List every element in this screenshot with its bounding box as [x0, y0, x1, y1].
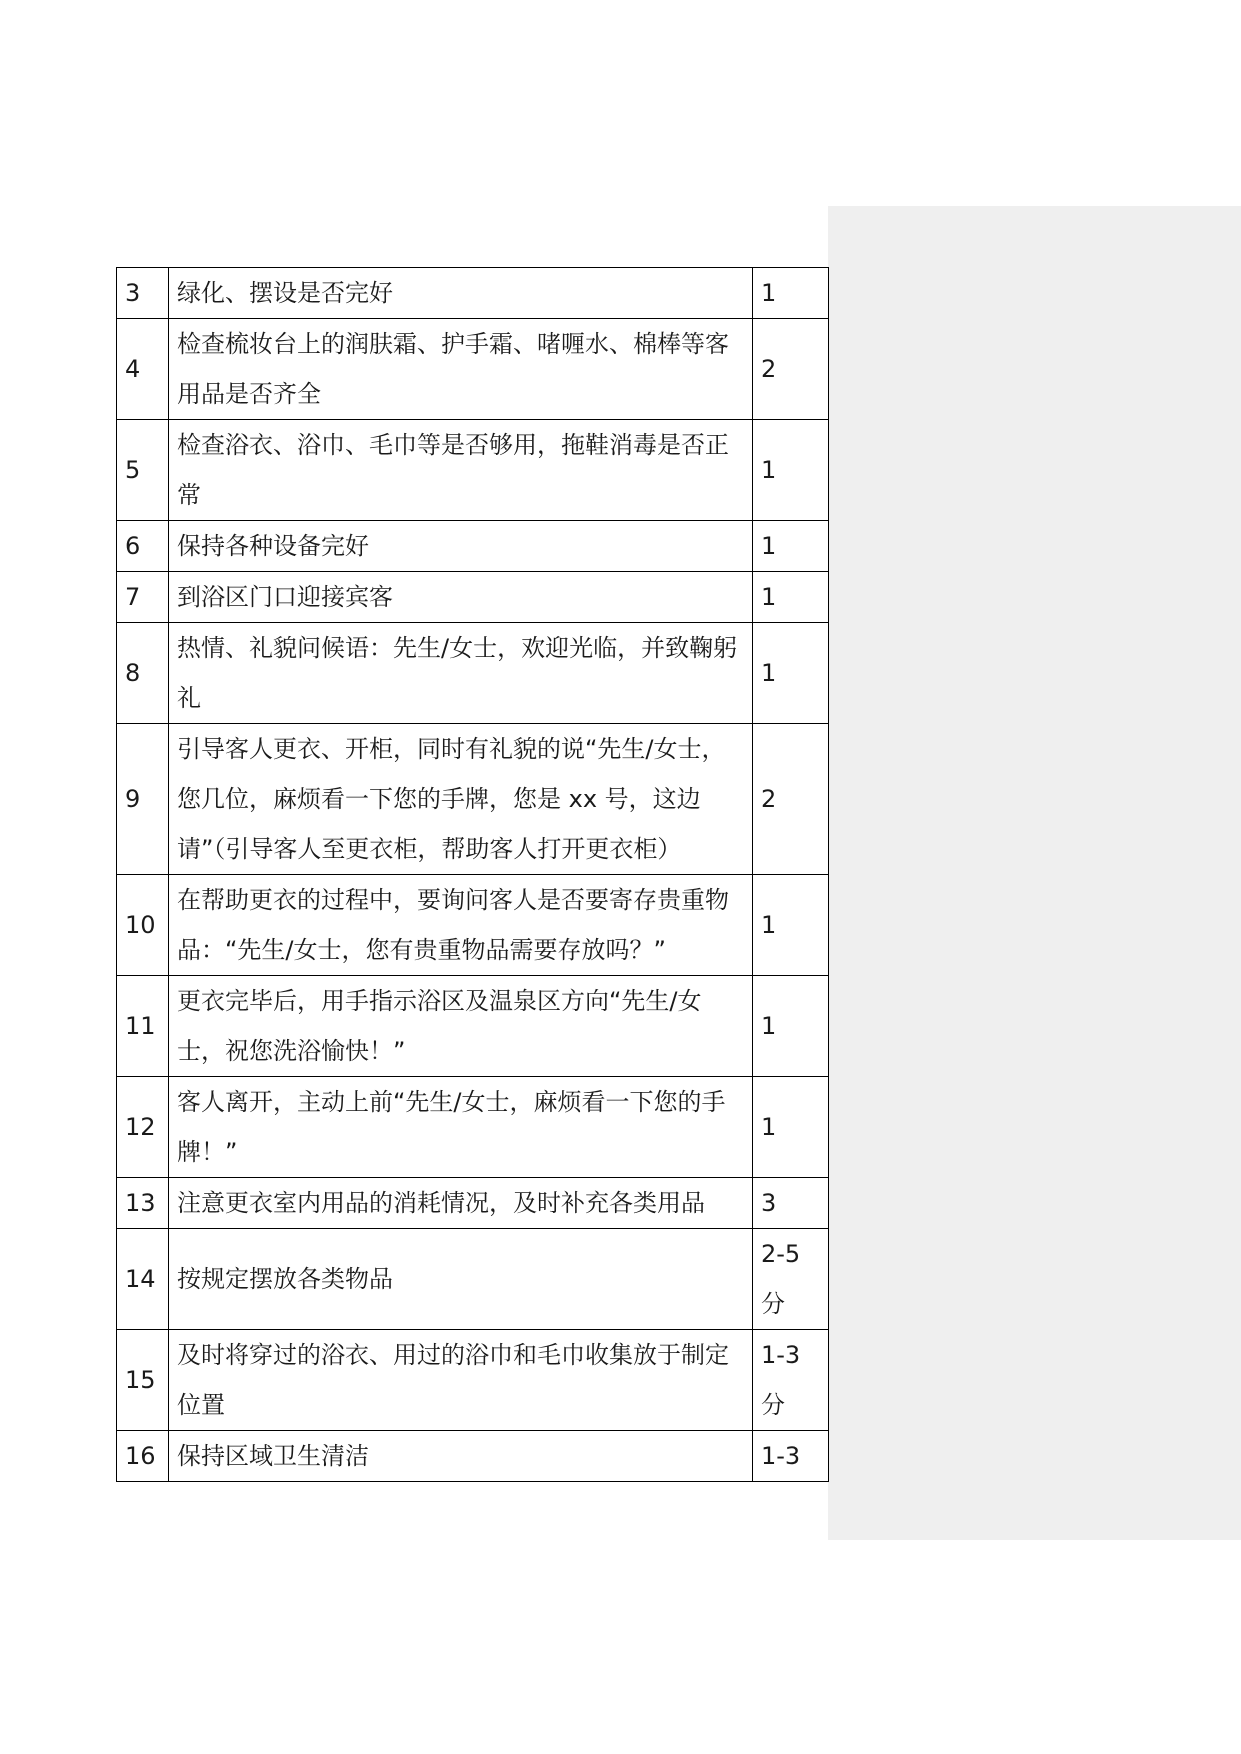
- row-score: 1: [753, 976, 829, 1077]
- row-number: 3: [117, 268, 169, 319]
- row-score: 1: [753, 623, 829, 724]
- row-score: 1: [753, 521, 829, 572]
- row-item: 及时将穿过的浴衣、用过的浴巾和毛巾收集放于制定位置: [169, 1330, 753, 1431]
- row-score: 3: [753, 1178, 829, 1229]
- row-score: 2: [753, 319, 829, 420]
- row-item: 在帮助更衣的过程中，要询问客人是否要寄存贵重物品：“先生/女士，您有贵重物品需要存放吗？”: [169, 875, 753, 976]
- row-score: 2: [753, 724, 829, 875]
- table-row: [117, 623, 829, 724]
- table-row: [117, 1178, 829, 1229]
- row-item: 引导客人更衣、开柜，同时有礼貌的说“先生/女士，您几位，麻烦看一下您的手牌，您是 xx 号，这边请”（引导客人至更衣柜，帮助客人打开更衣柜）: [169, 724, 753, 875]
- row-item: 绿化、摆设是否完好: [169, 268, 753, 319]
- row-item: 保持各种设备完好: [169, 521, 753, 572]
- row-item: 按规定摆放各类物品: [169, 1229, 753, 1330]
- row-score: 1: [753, 268, 829, 319]
- table-body: [117, 268, 829, 1482]
- row-score: 1: [753, 1077, 829, 1178]
- row-item: 更衣完毕后，用手指示浴区及温泉区方向“先生/女士，祝您洗浴愉快！”: [169, 976, 753, 1077]
- row-score: 1-3分: [753, 1330, 829, 1431]
- table-row: [117, 268, 829, 319]
- row-score: 2-5分: [753, 1229, 829, 1330]
- table-row: [117, 521, 829, 572]
- row-number: 11: [117, 976, 169, 1077]
- table-row: [117, 724, 829, 875]
- table-row: [117, 319, 829, 420]
- row-score: 1: [753, 572, 829, 623]
- row-item: 热情、礼貌问候语：先生/女士，欢迎光临，并致鞠躬礼: [169, 623, 753, 724]
- row-number: 16: [117, 1431, 169, 1482]
- table-row: [117, 1431, 829, 1482]
- row-number: 12: [117, 1077, 169, 1178]
- table-row: [117, 420, 829, 521]
- row-number: 5: [117, 420, 169, 521]
- table-row: [117, 1077, 829, 1178]
- row-item: 到浴区门口迎接宾客: [169, 572, 753, 623]
- row-number: 15: [117, 1330, 169, 1431]
- row-score: 1: [753, 875, 829, 976]
- table-row: [117, 1330, 829, 1431]
- table-row: [117, 572, 829, 623]
- row-item: 检查梳妆台上的润肤霜、护手霜、啫喱水、棉棒等客用品是否齐全: [169, 319, 753, 420]
- row-number: 14: [117, 1229, 169, 1330]
- row-number: 4: [117, 319, 169, 420]
- row-item: 注意更衣室内用品的消耗情况，及时补充各类用品: [169, 1178, 753, 1229]
- row-number: 7: [117, 572, 169, 623]
- table-row: [117, 976, 829, 1077]
- checklist-table: [116, 267, 829, 1482]
- row-item: 保持区域卫生清洁: [169, 1431, 753, 1482]
- table-row: [117, 875, 829, 976]
- row-number: 8: [117, 623, 169, 724]
- row-score: 1: [753, 420, 829, 521]
- row-score: 1-3: [753, 1431, 829, 1482]
- row-number: 9: [117, 724, 169, 875]
- row-item: 检查浴衣、浴巾、毛巾等是否够用，拖鞋消毒是否正常: [169, 420, 753, 521]
- row-number: 10: [117, 875, 169, 976]
- table-row: [117, 1229, 829, 1330]
- row-item: 客人离开，主动上前“先生/女士，麻烦看一下您的手牌！”: [169, 1077, 753, 1178]
- row-number: 6: [117, 521, 169, 572]
- comment-pane: [828, 206, 1241, 1540]
- row-number: 13: [117, 1178, 169, 1229]
